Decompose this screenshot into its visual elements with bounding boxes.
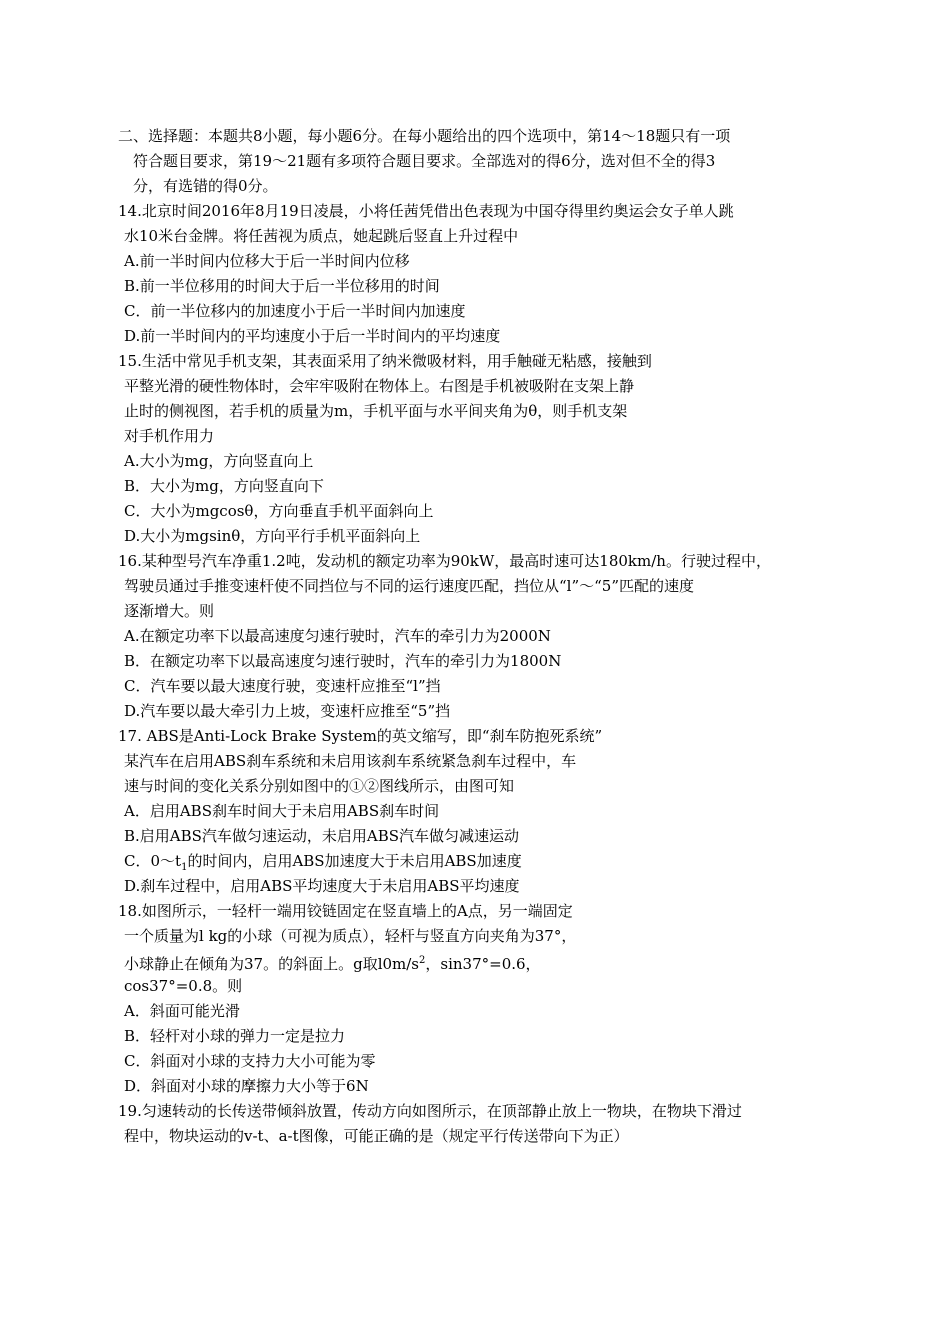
stem-text: ，sin37°=0.6， [425,955,541,973]
question-14-option-c: C．前一半位移内的加速度小于后一半时间内加速度 [124,302,466,320]
question-15-option-b: B．大小为mg，方向竖直向下 [124,477,324,495]
question-17-option-c [124,851,522,878]
question-17-option-b: B.启用ABS汽车做匀速运动，未启用ABS汽车做匀减速运动 [124,827,520,845]
question-15-stem: 15.生活中常见手机支架，其表面采用了纳米微吸材料，用手触碰无粘感，接触到 [118,352,652,370]
question-18-stem: cos37°=0.8。则 [124,977,243,995]
section-heading-line: 符合题目要求，第19～21题有多项符合题目要求。全部选对的得6分，选对但不全的得3 [133,152,716,170]
question-18-stem: 18.如图所示，一轻杆一端用铰链固定在竖直墙上的A点，另一端固定 [118,902,573,920]
option-text: C．0～t [124,852,182,870]
question-18-option-c: C．斜面对小球的支持力大小可能为零 [124,1052,376,1070]
subscript: 1 [181,862,188,873]
question-17-option-a: A．启用ABS刹车时间大于未启用ABS刹车时间 [124,802,440,820]
question-14-stem: 水10米台金牌。将任茜视为质点，她起跳后竖直上升过程中 [124,227,519,245]
question-18-option-b: B．轻杆对小球的弹力一定是拉力 [124,1027,346,1045]
question-15-stem: 止时的侧视图，若手机的质量为m，手机平面与水平间夹角为θ，则手机支架 [124,402,628,420]
question-15-option-d: D.大小为mgsinθ，方向平行手机平面斜向上 [124,527,421,545]
question-14-option-b: B.前一半位移用的时间大于后一半位移用的时间 [124,277,440,295]
question-17-option-d: D.刹车过程中，启用ABS平均速度大于未启用ABS平均速度 [124,877,520,895]
section-heading-line: 分，有选错的得0分。 [133,177,278,195]
stem-text: 小球静止在倾角为37。的斜面上。g取l0m/s [124,955,420,973]
option-text: 的时间内，启用ABS加速度大于未启用ABS加速度 [187,852,522,870]
question-18-stem: 一个质量为l kg的小球（可视为质点），轻杆与竖直方向夹角为37°， [124,927,577,945]
question-14-option-a: A.前一半时间内位移大于后一半时间内位移 [124,252,410,270]
question-16-option-a: A.在额定功率下以最高速度匀速行驶时，汽车的牵引力为2000N [124,627,551,645]
question-16-option-b: B．在额定功率下以最高速度匀速行驶时，汽车的牵引力为1800N [124,652,562,670]
question-14-option-d: D.前一半时间内的平均速度小于后一半时间内的平均速度 [124,327,501,345]
question-14-stem: 14.北京时间2016年8月19日凌晨，小将任茜凭借出色表现为中国夺得里约奥运会女子单人跳 [118,202,734,220]
question-16-stem: 逐渐增大。则 [124,602,215,620]
section-heading-line: 二、选择题：本题共8小题，每小题6分。在每小题给出的四个选项中，第14～18题只有一项 [118,127,731,145]
question-15-option-a: A.大小为mg，方向竖直向上 [124,452,314,470]
question-18-option-d: D．斜面对小球的摩擦力大小等于6N [124,1077,369,1095]
question-16-stem: 16.某种型号汽车净重1.2吨，发动机的额定功率为90kW，最高时速可达180km/h。行驶过程中， [118,552,771,570]
superscript: 2 [419,955,426,966]
question-15-stem: 对手机作用力 [124,427,215,445]
question-19-stem: 19.匀速转动的长传送带倾斜放置，传动方向如图所示，在顶部静止放上一物块，在物块下滑过 [118,1102,742,1120]
question-15-stem: 平整光滑的硬性物体时，会牢牢吸附在物体上。右图是手机被吸附在支架上静 [124,377,635,395]
question-15-option-c: C．大小为mgcosθ，方向垂直手机平面斜向上 [124,502,434,520]
question-16-option-d: D.汽车要以最大牵引力上坡，变速杆应推至“5”挡 [124,702,451,720]
question-17-stem: 速与时间的变化关系分别如图中的①②图线所示，由图可知 [124,777,515,795]
question-18-option-a: A．斜面可能光滑 [124,1002,240,1020]
question-18-stem [124,951,541,974]
question-17-stem: 17. ABS是Anti-Lock Brake System的英文缩写，即“刹车防抱死系统” [118,727,603,745]
question-19-stem: 程中，物块运动的v-t、a-t图像，可能正确的是（规定平行传送带向下为正） [124,1127,629,1145]
question-16-stem: 驾驶员通过手推变速杆使不同挡位与不同的运行速度匹配，挡位从“l”～“5”匹配的速度 [124,577,695,595]
question-17-stem: 某汽车在启用ABS刹车系统和未启用该刹车系统紧急刹车过程中，车 [124,752,577,770]
question-16-option-c: C．汽车要以最大速度行驶，变速杆应推至“l”挡 [124,677,441,695]
